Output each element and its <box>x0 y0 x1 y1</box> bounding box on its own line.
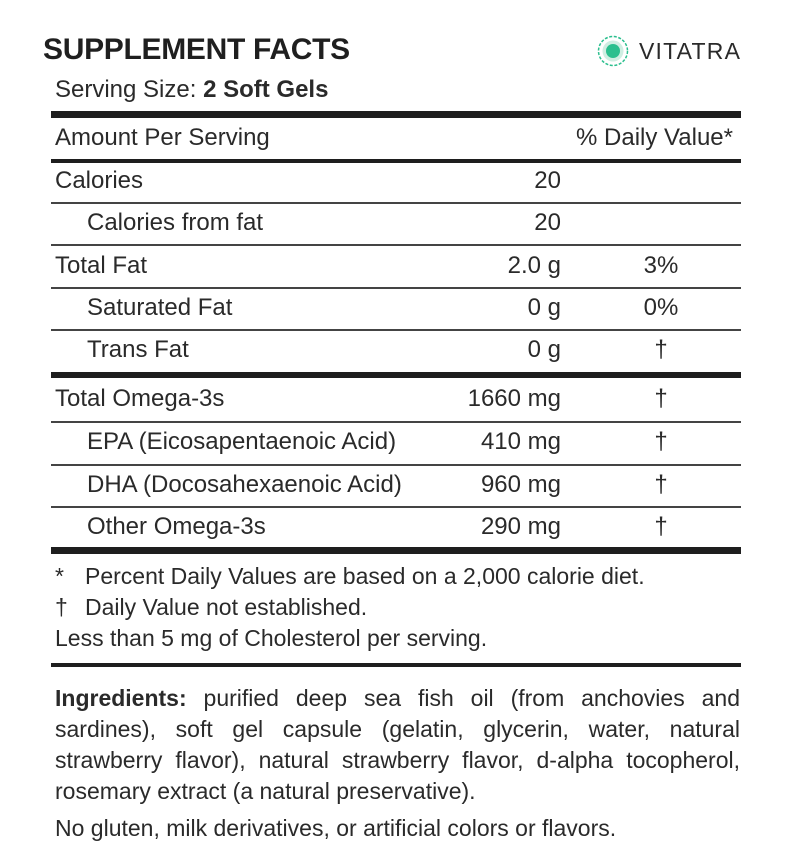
nutrient-row <box>51 330 741 370</box>
nutrient-dv: † <box>654 513 668 540</box>
nutrient-name: Total Fat <box>55 252 148 279</box>
nutrient-name: EPA (Eicosapentaenoic Acid) <box>87 428 397 455</box>
rule-before-ingredients <box>51 663 741 667</box>
ingredients-label: Ingredients: <box>55 685 187 711</box>
nutrient-amount: 20 <box>534 167 561 194</box>
ingredients <box>55 683 740 807</box>
nutrient-row <box>51 465 741 505</box>
nutrient-row <box>51 422 741 462</box>
nutrient-name: Trans Fat <box>87 336 189 363</box>
nutrient-amount: 1660 mg <box>467 385 561 412</box>
nutrient-dv: † <box>654 336 668 363</box>
serving-label: Serving Size: <box>55 76 197 103</box>
nutrient-amount: 410 mg <box>480 428 561 455</box>
brand-name: VITATRA <box>639 37 742 64</box>
nutrient-name: Saturated Fat <box>87 294 233 321</box>
nutrient-name: Other Omega-3s <box>87 513 266 540</box>
nutrient-amount: 290 mg <box>480 513 561 540</box>
serving-size <box>55 76 328 104</box>
nutrient-dv: † <box>654 428 668 455</box>
footnotes <box>55 561 645 654</box>
nutrient-row <box>51 203 741 243</box>
nutrient-row <box>51 288 741 328</box>
nutrient-row <box>51 161 741 201</box>
thick-rule-mid <box>51 372 741 378</box>
thick-rule-bottom <box>51 547 741 554</box>
header-row <box>51 118 741 158</box>
nutrient-amount: 0 g <box>527 294 561 321</box>
nutrient-amount: 960 mg <box>480 471 561 498</box>
vitatra-logo-icon <box>597 35 629 67</box>
daily-value-label: % Daily Value* <box>576 124 733 151</box>
cholesterol-note: Less than 5 mg of Cholesterol per serving. <box>55 625 488 651</box>
thick-rule-top <box>51 111 741 118</box>
ingredients-text: purified deep sea fish oil (from anchovies and sardines), soft gel capsule (gelatin, glycerin, water, natural strawberry flavor), natural strawberry flavor, d-alpha tocopherol, rosemary extract (a natural preservative). <box>55 685 740 804</box>
nutrient-row <box>51 379 741 419</box>
footnote-text: Daily Value not established. <box>85 594 368 620</box>
serving-value: 2 Soft Gels <box>203 76 329 103</box>
dagger-symbol: † <box>55 594 68 620</box>
nutrient-dv: † <box>654 385 668 412</box>
footnote-daily-values <box>55 561 645 592</box>
page-title: SUPPLEMENT FACTS <box>43 33 350 66</box>
nutrient-row <box>51 507 741 547</box>
footnote-dagger <box>55 592 645 623</box>
footnote-text: Percent Daily Values are based on a 2,000 calorie diet. <box>85 563 645 589</box>
nutrient-dv: † <box>654 471 668 498</box>
nutrient-name: Calories from fat <box>87 209 264 236</box>
nutrient-amount: 20 <box>534 209 561 236</box>
nutrient-name: Total Omega-3s <box>55 385 225 412</box>
nutrient-amount: 0 g <box>527 336 561 363</box>
brand <box>597 34 741 68</box>
nutrient-name: DHA (Docosahexaenoic Acid) <box>87 471 402 498</box>
nutrient-row <box>51 246 741 286</box>
nutrient-name: Calories <box>55 167 144 194</box>
nutrient-dv: 3% <box>643 252 679 279</box>
amount-per-serving-label: Amount Per Serving <box>55 124 270 151</box>
free-from-statement: No gluten, milk derivatives, or artificial colors or flavors. <box>55 815 617 841</box>
nutrient-amount: 2.0 g <box>507 252 561 279</box>
nutrient-dv: 0% <box>643 294 679 321</box>
asterisk-symbol: * <box>55 563 64 589</box>
